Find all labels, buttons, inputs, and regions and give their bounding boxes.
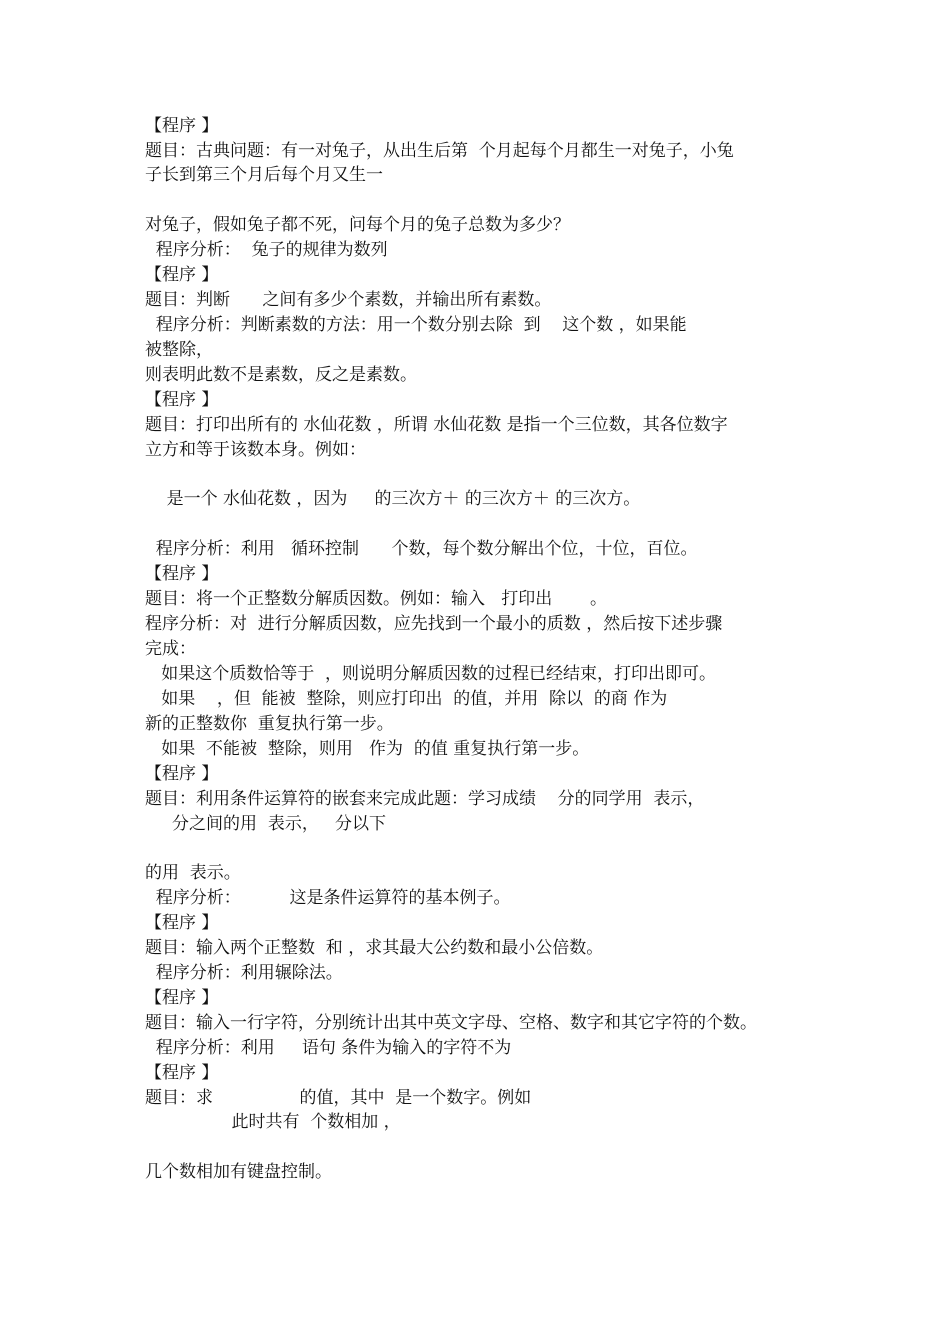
problem-text: 子长到第三个月后每个月又生一 — [145, 165, 383, 185]
problem-text: 对兔子，假如兔子都不死，问每个月的兔子总数为多少？ — [145, 215, 570, 235]
analysis-text: 则表明此数不是素数，反之是素数。 — [145, 365, 417, 385]
program-heading: 【程序 】 — [145, 564, 219, 584]
analysis-text: 程序分析：利用 循环控制 个数，每个数分解出个位，十位，百位。 — [145, 539, 698, 559]
problem-text: 题目：输入两个正整数 和 ，求其最大公约数和最小公倍数。 — [145, 938, 604, 958]
program-heading: 【程序 】 — [145, 265, 219, 285]
problem-text: 是一个 水仙花数 ，因为 的三次方＋ 的三次方＋ 的三次方。 — [145, 489, 641, 509]
analysis-text: 程序分析： 这是条件运算符的基本例子。 — [145, 888, 511, 908]
problem-text: 题目：输入一行字符，分别统计出其中英文字母、空格、数字和其它字符的个数。 — [145, 1013, 757, 1033]
analysis-text: 程序分析：对 进行分解质因数，应先找到一个最小的质数 ，然后按下述步骤 — [145, 614, 723, 634]
program-heading: 【程序 】 — [145, 988, 219, 1008]
problem-text: 题目：利用条件运算符的嵌套来完成此题：学习成绩 分的同学用 表示， — [145, 789, 705, 809]
analysis-text: 完成： — [145, 639, 196, 659]
analysis-text: 如果这个质数恰等于 ，则说明分解质因数的过程已经结束，打印出即可。 — [145, 664, 717, 684]
analysis-text: 程序分析：判断素数的方法：用一个数分别去除 到 这个数 ，如果能 — [145, 315, 687, 335]
problem-text: 分之间的用 表示， 分以下 — [145, 814, 387, 834]
problem-text: 题目：求 的值，其中 是一个数字。例如 — [145, 1088, 532, 1108]
problem-text: 题目：判断 之间有多少个素数，并输出所有素数。 — [145, 290, 552, 310]
program-heading: 【程序 】 — [145, 1063, 219, 1083]
analysis-text: 程序分析：利用辗除法。 — [145, 963, 343, 983]
analysis-text: 被整除， — [145, 340, 213, 360]
problem-text: 此时共有 个数相加 ， — [145, 1112, 401, 1132]
program-heading: 【程序 】 — [145, 764, 219, 784]
analysis-text: 程序分析：利用 语句 条件为输入的字符不为 — [145, 1038, 512, 1058]
problem-text: 题目：打印出所有的 水仙花数 ，所谓 水仙花数 是指一个三位数，其各位数字 — [145, 415, 728, 435]
program-heading: 【程序 】 — [145, 116, 219, 136]
analysis-text: 如果 ，但 能被 整除，则应打印出 的值，并用 除以 的商 作为 — [145, 689, 668, 709]
problem-text: 的用 表示。 — [145, 863, 241, 883]
problem-text: 几个数相加有键盘控制。 — [145, 1162, 332, 1182]
analysis-text: 程序分析： 兔子的规律为数列 — [145, 240, 388, 260]
program-heading: 【程序 】 — [145, 913, 219, 933]
problem-text: 题目：古典问题：有一对兔子，从出生后第 个月起每个月都生一对兔子，小兔 — [145, 141, 734, 161]
analysis-text: 如果 不能被 整除，则用 作为 的值 重复执行第一步。 — [145, 739, 590, 759]
problem-text: 题目：将一个正整数分解质因数。例如：输入 打印出 。 — [145, 589, 608, 609]
problem-text: 立方和等于该数本身。例如： — [145, 440, 366, 460]
analysis-text: 新的正整数你 重复执行第一步。 — [145, 714, 394, 734]
program-heading: 【程序 】 — [145, 390, 219, 410]
